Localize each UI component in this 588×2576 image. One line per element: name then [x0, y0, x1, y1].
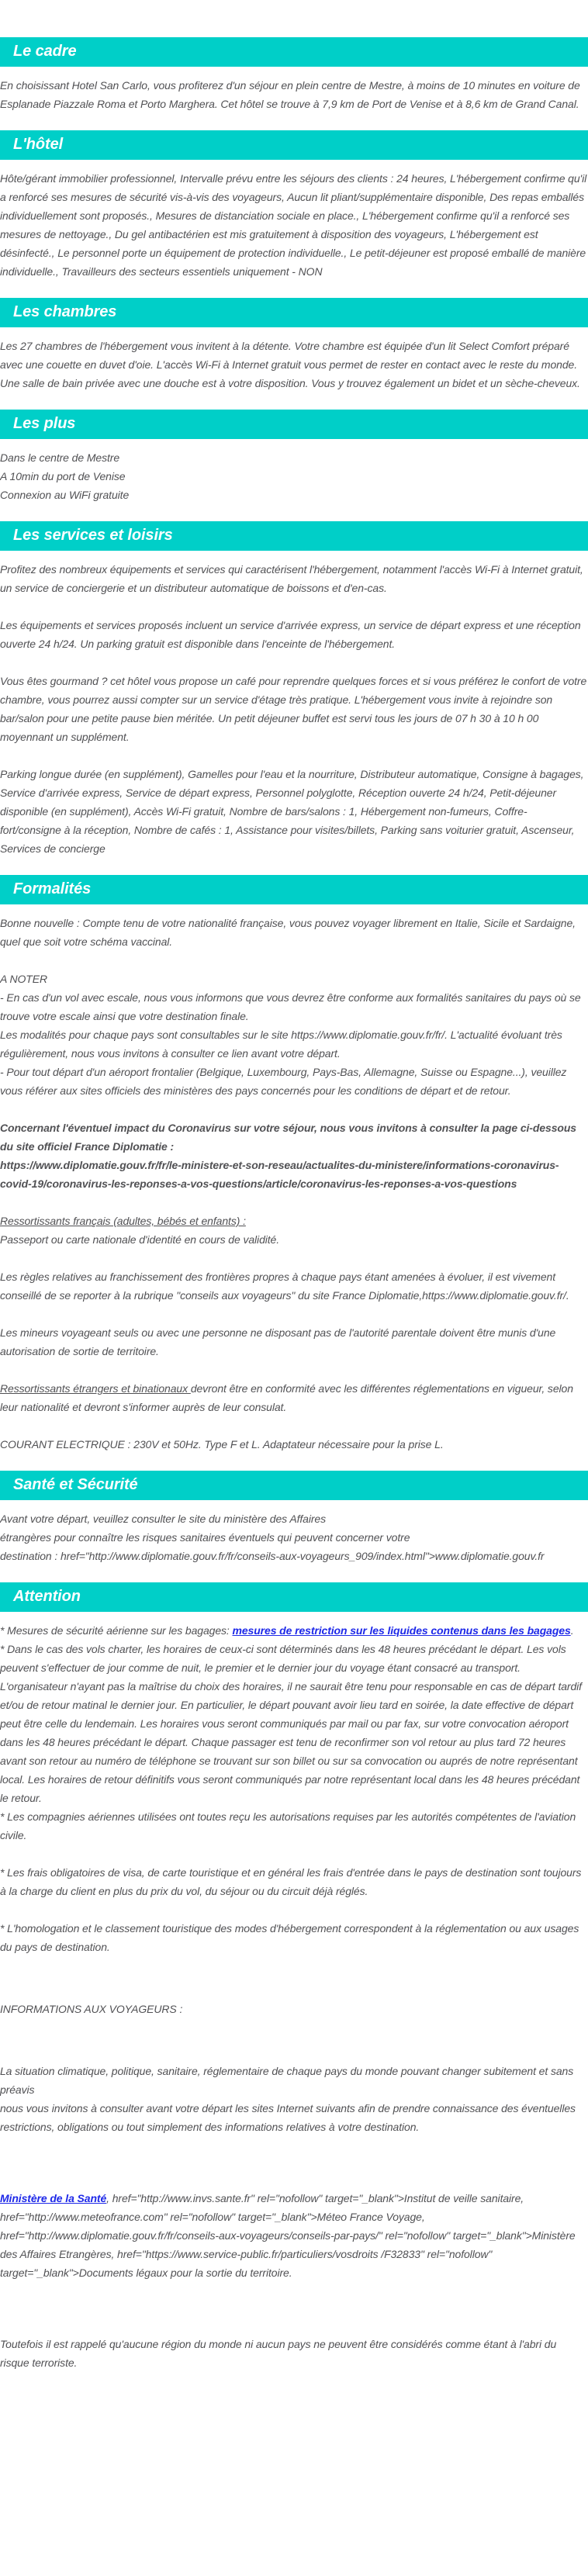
links-rest-text: , href="http://www.invs.sante.fr" rel="nofollow" target="_blank">Institut de veille sanitaire, href="http://www.meteofrance.com" rel="nofollow" target="_blank">Méteo France Voyage, href="http://www.diplomatie.gouv.fr/fr/conseils-aux-voyageurs/conseils-par-pays/" rel="nofollow" target="_blank">Ministère des Affaires Etrangères, href="https://www.service-public.fr/particuliers/vosdroits /F32833" rel="nofollow" target="_blank">Documents légaux pour la sortie du territoire.: [0, 2192, 576, 2279]
section-sante-securite: [0, 1471, 588, 1565]
situation-text: La situation climatique, politique, sanitaire, réglementaire de chaque pays du monde pouvant changer subitement et sans préavis: [0, 2065, 574, 2096]
les-plus-item: Dans le centre de Mestre: [0, 451, 120, 464]
section-header-formalites: Formalités: [0, 875, 588, 904]
formalites-courant-electrique: COURANT ELECTRIQUE : 230V et 50Hz. Type F et L. Adaptateur nécessaire pour la prise L.: [0, 1438, 444, 1451]
section-les-chambres: [0, 298, 588, 392]
bagages-suffix: .: [570, 1624, 574, 1637]
section-le-cadre: [0, 37, 588, 113]
section-header-services-loisirs: Les services et loisirs: [0, 521, 588, 551]
covid-intro-text: Concernant l'éventuel impact du Coronavirus sur votre séjour, nous vous invitons à consulter la page ci-dessous du site officiel France Diplomatie :: [0, 1122, 576, 1153]
le-cadre-paragraph: En choisissant Hotel San Carlo, vous profiterez d'un séjour en plein centre de Mestre, à moins de 10 minutes en voiture de Esplanade Piazzale Roma et Porto Marghera. Cet hôtel se trouve à 7,9 km de Port de Venise et à 8,6 km de Grand Canal.: [0, 79, 580, 110]
charter-text: * Dans le cas des vols charter, les horaires de ceux-ci sont déterminés dans les 48 heures précédant le départ. Les vols peuvent s'effectuer de jour comme de nuit, le premier et le dernier jour du voyage étant consacré au transport. L'organisateur n'ayant pas la maîtrise du choix des horaires, il ne saurait être tenu pour responsable en cas de départ tardif et/ou de retour matinal le dernier jour. En particulier, le départ pouvant avoir lieu tard en soirée, la date effective de départ peut être celle du lendemain. Les horaires vous seront communiqués par mail ou par fax, sur votre convocation aéroport dans les 48 heures précédant le départ. Chaque passager est tenu de reconfirmer son vol retour au plus tard 72 heures avant son retour au numéro de téléphone se trouvant sur son billet ou sur sa convocation ou auprés de notre représentant local. Les horaires de retour définitifs vous seront communiqués par notre représentant local dans les 48 heures précédant le retour.: [0, 1643, 582, 1804]
attention-main-block: [0, 1621, 588, 1845]
sante-line: étrangères pour connaître les risques sanitaires éventuels qui peuvent concerner votre: [0, 1531, 410, 1544]
bagages-prefix: * Mesures de sécurité aérienne sur les bagages:: [0, 1624, 233, 1637]
formalites-bonne-nouvelle: Bonne nouvelle : Compte tenu de votre nationalité française, vous pouvez voyager librement en Italie, Sicile et Sardaigne, quel que soit votre schéma vaccinal.: [0, 917, 576, 948]
sante-paragraph: [0, 1509, 588, 1565]
risque-terroriste-text: Toutefois il est rappelé qu'aucune région du monde ni aucun pays ne peuvent être considérés comme étant à l'abri du risque terroriste.: [0, 2338, 557, 2369]
ministere-sante-link[interactable]: Ministère de la Santé: [0, 2192, 107, 2204]
formalites-etrangers-block: [0, 1379, 588, 1416]
formalites-covid-block: [0, 1119, 588, 1193]
services-paragraph: Les équipements et services proposés incluent un service d'arrivée express, un service de départ express et une réception ouverte 24 h/24. Un parking gratuit est disponible dans l'enceinte de l'hébergement.: [0, 619, 581, 650]
services-paragraph: Profitez des nombreux équipements et services qui caractérisent l'hébergement, notamment l'accès Wi-Fi à Internet gratuit, un service de conciergerie et un distributeur automatique de boissons et d'en-cas.: [0, 563, 583, 594]
section-header-les-plus: Les plus: [0, 410, 588, 439]
bagages-line: [0, 1621, 588, 1640]
a-noter-item: - Pour tout départ d'un aéroport frontalier (Belgique, Luxembourg, Pays-Bas, Allemagne, Suisse ou Espagne...), veuillez vous référer aux sites officiels des ministères des pays concernés pour les conditions de départ et de retour.: [0, 1066, 567, 1097]
formalites-a-noter-block: [0, 970, 588, 1100]
formalites-ressortissants-fr-block: [0, 1212, 588, 1249]
a-noter-item: - En cas d'un vol avec escale, nous vous informons que vous devrez être conforme aux formalités sanitaires du pays où se trouve votre escale ainsi que votre destination finale.: [0, 991, 581, 1022]
les-plus-item: A 10min du port de Venise: [0, 470, 126, 482]
etrangers-text: devront être en conformité avec les différentes réglementations en vigueur, selon leur nationalité et devront s'informer auprès de leur consulat.: [0, 1382, 573, 1413]
etrangers-label: Ressortissants étrangers et binationaux: [0, 1382, 191, 1395]
section-header-l-hotel: L'hôtel: [0, 130, 588, 160]
section-header-attention: Attention: [0, 1582, 588, 1612]
compagnies-text: * Les compagnies aériennes utilisées ont toutes reçu les autorisations requises par les autorités compétentes de l'aviation civile.: [0, 1810, 576, 1841]
a-noter-item: Les modalités pour chaque pays sont consultables sur le site https://www.diplomatie.gouv.fr/fr/. L'actualité évoluant très régulièrement, nous vous invitons à consulter ce lien avant votre départ.: [0, 1029, 562, 1060]
ressortissants-fr-label: Ressortissants français (adultes, bébés et enfants) :: [0, 1215, 246, 1227]
frais-text: * Les frais obligatoires de visa, de carte touristique et en général les frais d'entrée dans le pays de destination sont toujours à la charge du client en plus du prix du vol, du séjour ou du circuit déjà réglés.: [0, 1866, 582, 1897]
sante-line: Avant votre départ, veuillez consulter le site du ministère des Affaires: [0, 1513, 327, 1525]
section-attention: [0, 1582, 588, 2380]
l-hotel-paragraph: Hôte/gérant immobilier professionnel, Intervalle prévu entre les séjours des clients : 24 heures, L'hébergement confirme qu'il a renforcé ses mesures de sécurité vis-à-vis des voyageurs, Aucun lit pliant/supplémentaire disponible, Des repas emballés individuellement sont proposés., Mesures de distanciation sociale en place., L'hébergement confirme qu'il a renforcé ses mesures de nettoyage., Du gel antibactérien est mis gratuitement à disposition des voyageurs, L'hébergement est désinfecté., Le personnel porte un équipement de protection individuelle., Le petit-déjeuner est proposé emballé de manière individuelle., Travailleurs des secteurs essentiels uniquement - NON: [0, 172, 587, 278]
sante-line: destination : href="http://www.diplomatie.gouv.fr/fr/conseils-aux-voyageurs_909/index.html">www.diplomatie.gouv.fr: [0, 1550, 545, 1562]
official-links-block: [0, 2189, 588, 2282]
services-paragraph: Vous êtes gourmand ? cet hôtel vous propose un café pour reprendre quelques forces et si vous préférez le confort de votre chambre, vous pourrez aussi compter sur un service d'étage très pratique. L'hébergement vous invite à rejoindre son bar/salon pour une petite pause bien méritée. Un petit déjeuner buffet est servi tous les jours de 07 h 30 à 10 h 00 moyennant un supplément.: [0, 675, 587, 743]
section-l-hotel: [0, 130, 588, 281]
liquides-restriction-link[interactable]: mesures de restriction sur les liquides contenus dans les bagages: [232, 1624, 571, 1637]
les-chambres-paragraph: Les 27 chambres de l'hébergement vous invitent à la détente. Votre chambre est équipée d'un lit Select Comfort préparé avec une couette en duvet d'oie. L'accès Wi-Fi à Internet gratuit vous permet de rester en contact avec le reste du monde. Une salle de bain privée avec une douche est à votre disposition. Vous y trouvez également un bidet et un sèche-cheveux.: [0, 340, 580, 389]
covid-url-text: https://www.diplomatie.gouv.fr/fr/le-ministere-et-son-reseau/actualites-du-ministere/informations-coronavirus-covid-19/coronavirus-les-reponses-a-vos-questions/article/coronavirus-les-reponses-a-vos-questions: [0, 1159, 559, 1190]
section-services-loisirs: [0, 521, 588, 858]
section-les-plus: [0, 410, 588, 504]
formalites-mineurs: Les mineurs voyageant seuls ou avec une personne ne disposant pas de l'autorité parentale doivent être munis d'une autorisation de sortie de territoire.: [0, 1326, 556, 1357]
informations-voyageurs-label: INFORMATIONS AUX VOYAGEURS :: [0, 2003, 183, 2015]
section-header-sante-securite: Santé et Sécurité: [0, 1471, 588, 1500]
homologation-text: * L'homologation et le classement touristique des modes d'hébergement correspondent à la réglementation ou aux usages du pays de destination.: [0, 1922, 579, 1953]
a-noter-label: A NOTER: [0, 973, 48, 985]
section-header-le-cadre: Le cadre: [0, 37, 588, 67]
services-paragraph: Parking longue durée (en supplément), Gamelles pour l'eau et la nourriture, Distributeur automatique, Consigne à bagages, Service d'arrivée express, Service de départ express, Personnel polyglotte, Réception ouverte 24 h/24, Petit-déjeuner disponible (en supplément), Accès Wi-Fi gratuit, Nombre de bars/salons : 1, Hébergement non-fumeurs, Coffre-fort/consigne à la réception, Nombre de cafés : 1, Assistance pour visites/billets, Parking sans voiturier gratuit, Ascenseur, Services de concierge: [0, 768, 584, 855]
situation-text: nous vous invitons à consulter avant votre départ les sites Internet suivants afin de prendre connaissance des éventuelles restrictions, obligations ou tout simplement des informations relatives à votre destination.: [0, 2102, 576, 2133]
section-formalites: [0, 875, 588, 1454]
formalites-regles: Les règles relatives au franchissement des frontières propres à chaque pays étant amenées à évoluer, il est vivement conseillé de se reporter à la rubrique "conseils aux voyageurs" du site France Diplomatie,https://www.diplomatie.gouv.fr/.: [0, 1271, 569, 1302]
les-plus-item: Connexion au WiFi gratuite: [0, 489, 130, 501]
section-header-les-chambres: Les chambres: [0, 298, 588, 327]
les-plus-list: [0, 448, 588, 504]
ressortissants-fr-text: Passeport ou carte nationale d'identité en cours de validité.: [0, 1233, 280, 1246]
situation-block: [0, 2062, 588, 2136]
